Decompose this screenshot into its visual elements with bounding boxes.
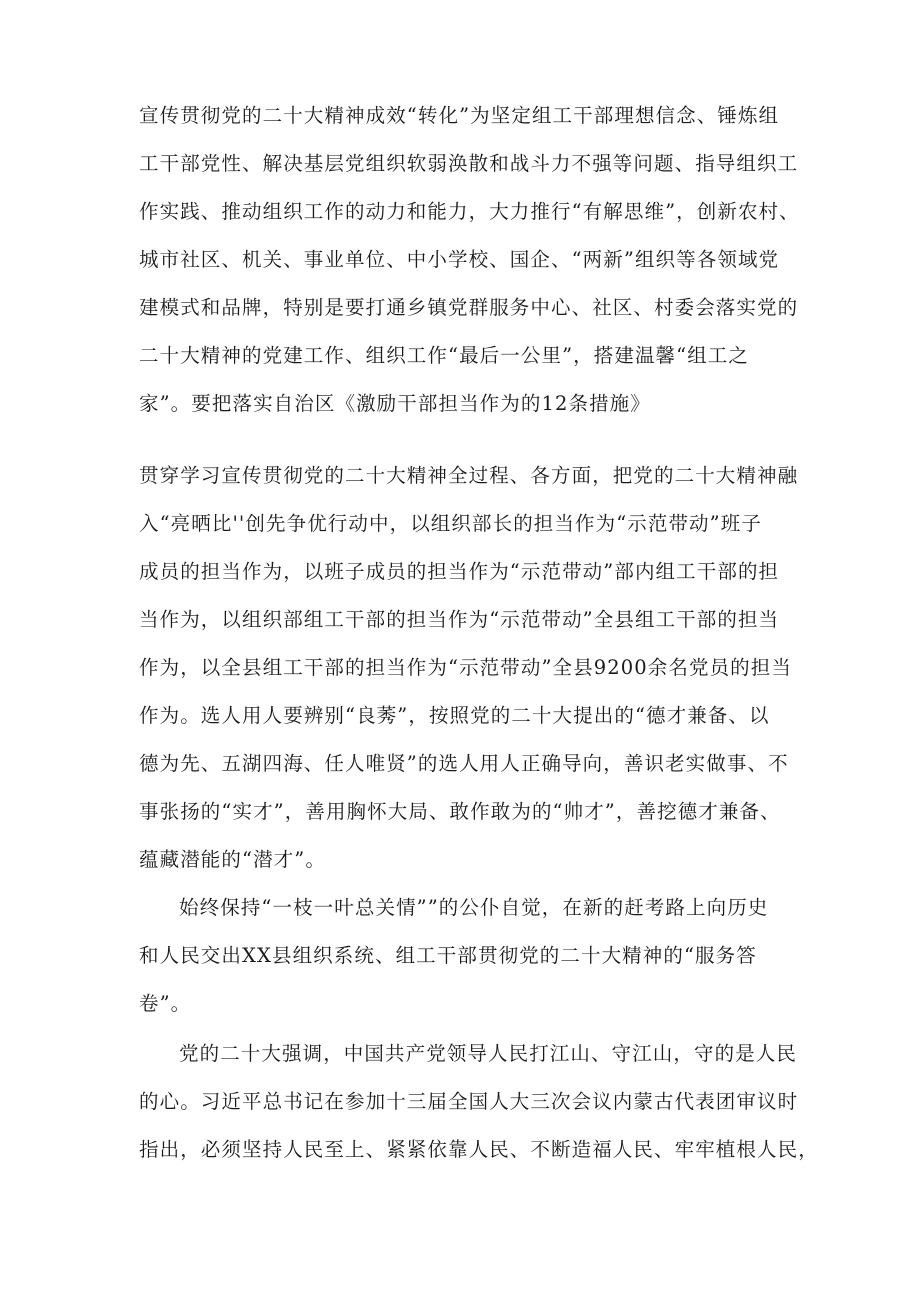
text-line: 德为先、五湖四海、任人唯贤”的选人用人正确导向，善识老实做事、不 bbox=[139, 752, 789, 775]
text-line: 贯穿学习宣传贯彻党的二十大精神全过程、各方面，把党的二十大精神融 bbox=[139, 464, 799, 487]
text-line: 指出，必须坚持人民至上、紧紧依靠人民、不断造福人民、牢牢植根人民， bbox=[139, 1138, 819, 1161]
text-line: 成员的担当作为，以班子成员的担当作为“示范带动”部内组工干部的担 bbox=[139, 560, 780, 583]
text-line: 卷”。 bbox=[139, 992, 192, 1015]
text-line: 作实践、推动组织工作的动力和能力，大力推行“有解思维”，创新农村、 bbox=[139, 200, 800, 223]
text-line: 工干部党性、解决基层党组织软弱涣散和战斗力不强等问题、指导组织工 bbox=[139, 152, 799, 175]
paragraph-3 bbox=[139, 884, 799, 1028]
text-line: 城市社区、机关、事业单位、中小学校、国企、“两新”组织等各领域党 bbox=[139, 248, 780, 271]
text-line: 蕴藏潜能的“潜才”。 bbox=[139, 848, 326, 871]
text-line: 当作为，以组织部组工干部的担当作为“示范带动”全县组工干部的担当 bbox=[139, 608, 780, 631]
text-line: 建模式和品牌，特别是要打通乡镇党群服务中心、社区、村委会落实党的 bbox=[139, 296, 799, 319]
text-line: 作为。选人用人要辨别“良莠”，按照党的二十大提出的“德才兼备、以 bbox=[139, 704, 770, 727]
text-line: 作为，以全县组工干部的担当作为“示范带动”全县9200余名党员的担当 bbox=[139, 656, 792, 679]
paragraph-2 bbox=[139, 452, 799, 884]
text-line: 始终保持“一枝一叶总关情””的公仆自觉，在新的赶考路上向历史 bbox=[179, 896, 769, 919]
text-line: 事张扬的“实才”，善用胸怀大局、敢作敢为的“帅才”，善挖德才兼备、 bbox=[139, 800, 781, 823]
text-line: 家”。要把落实自治区《激励干部担当作为的12条措施》 bbox=[139, 392, 651, 415]
paragraph-1 bbox=[139, 92, 799, 428]
text-line: 党的二十大强调，中国共产党领导人民打江山、守江山，守的是人民 bbox=[179, 1042, 798, 1065]
paragraph-4 bbox=[139, 1030, 819, 1174]
text-line: 二十大精神的党建工作、组织工作“最后一公里”，搭建温馨“组工之 bbox=[139, 344, 750, 367]
text-line: 和人民交出XX县组织系统、组工干部贯彻党的二十大精神的“服务答 bbox=[139, 944, 757, 967]
text-line: 的心。习近平总书记在参加十三届全国人大三次会议内蒙古代表团审议时 bbox=[139, 1090, 799, 1113]
text-line: 入“亮晒比''创先争优行动中，以组织部长的担当作为“示范带动”班子 bbox=[139, 512, 762, 535]
text-line: 宣传贯彻党的二十大精神成效“转化”为坚定组工干部理想信念、锤炼组 bbox=[139, 104, 780, 127]
